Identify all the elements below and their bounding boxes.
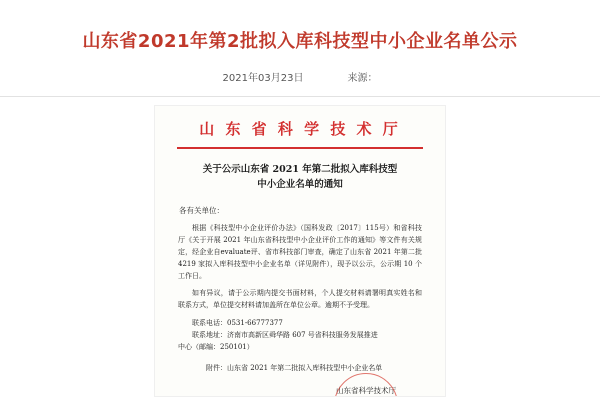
body-paragraph-1: 根据《科技型中小企业评价办法》（国科发政〔2017〕115号）和省科技厅《关于开展 2021 年山东省科技型中小企业评价工作的通知》等文件有关规定，经企业自evaluate评、省市科技部门审查，确定了山东省 2021 年第二批 4219 家拟入库科技型中小企业名单（详见附件），现予以公示，公示期 10 个工作日。 (178, 223, 422, 280)
header-rule (177, 147, 423, 149)
contact-phone: 联系电话：0531-66777377 (192, 319, 283, 328)
document-title-line-1: 关于公示山东省 2021 年第二批拟入库科技型 (202, 164, 398, 176)
header-divider (0, 96, 600, 97)
page-title: 山东省2021年第2批拟入库科技型中小企业名单公示 (82, 31, 518, 53)
article-meta (0, 69, 600, 84)
document-title (185, 163, 415, 192)
official-notice-document (154, 105, 446, 397)
document-body (178, 222, 422, 398)
signing-organization: 山东省科学技术厅 (336, 386, 396, 396)
salutation: 各有关单位： (179, 205, 224, 215)
publish-date: 2021年03月23日 (222, 73, 304, 85)
source-label: 来源： (347, 73, 378, 85)
contact-block (178, 317, 422, 353)
official-seal-icon (334, 373, 398, 397)
document-image-wrap (0, 105, 600, 397)
contact-address-line-1: 联系地址：济南市高新区舜华路 607 号省科技服务发展推进 (192, 331, 378, 340)
signature-block (178, 385, 422, 397)
attachment-line: 附件：山东省 2021 年第二批拟入库科技型中小企业名单 (206, 364, 383, 373)
article-page (0, 12, 600, 412)
body-paragraph-2: 如有异议，请于公示期内提交书面材料，个人提交材料请署明真实姓名和联系方式，单位提交材料请加盖所在单位公章。逾期不予受理。 (178, 289, 422, 310)
document-title-line-2: 中小企业名单的通知 (257, 179, 343, 191)
issuer-header: 山 东 省 科 学 技 术 厅 (199, 120, 401, 139)
contact-address-line-2: 中心（邮编：250101） (178, 343, 254, 352)
